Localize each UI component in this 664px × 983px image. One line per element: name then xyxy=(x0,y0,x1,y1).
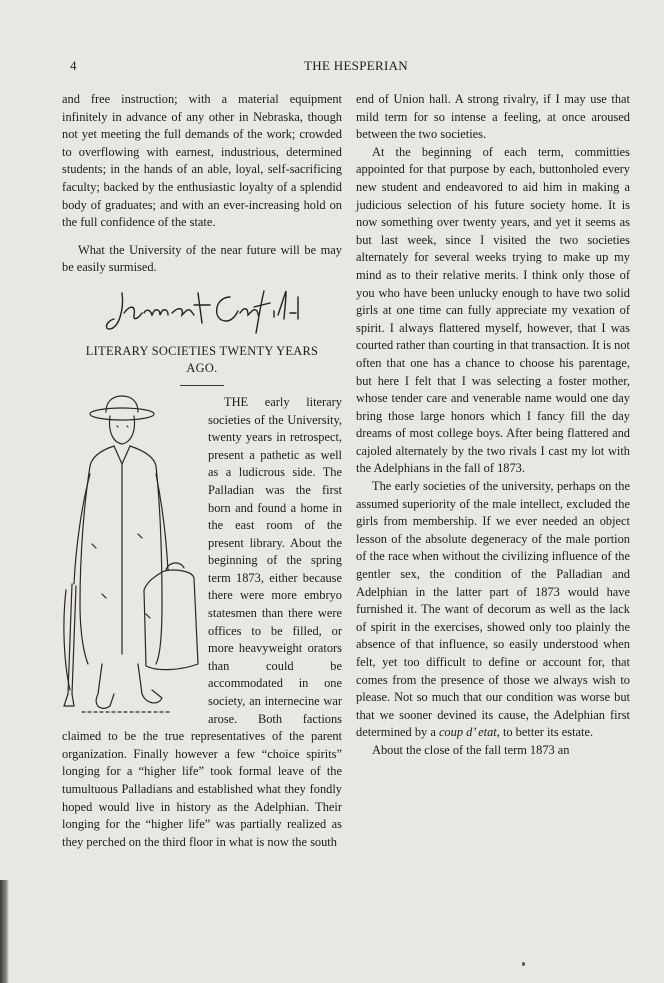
right-paragraph-3 xyxy=(356,478,630,742)
right-paragraph-3-end: , to better its estate. xyxy=(496,725,594,740)
man-with-umbrella-illustration-icon xyxy=(62,394,202,724)
article-title xyxy=(62,343,342,377)
right-column xyxy=(356,91,630,760)
continued-paragraph: and free instruction; with a material equipment infinitely in advance of any other in Nebraska, though not yet meeting the full demands of the work; crowded to overflowing with earnest, industrious, determined students; in the hands of an able, loyal, self-sacrificing faculty; backed by the enthusiastic loyalty of a splendid body of graduates; and with an ever-increasing hold on the full confidence of the state. xyxy=(62,92,342,230)
right-paragraph-2: At the beginning of each term, committies appointed for that purpose by each, buttonholed every new student and endeavored to aid him in making a judicious selection of his future society home. It is now something over twenty years, and yet it seems as but last week, since I visited the two societies alternately for several weeks trying to make up my mind as to their relative merits. I think only those of you who have been unlucky enough to have two solid girls at one time can fully appreciate my vexation of spirit. I always flattered myself, however, that I was courted rather than courting in that transaction. It is not often that one has a chance to choose his parentage, but here I felt that I was selecting a foster mother, whose tender care and venerable name would one day bring those large honors which I fancy fill the day dreams of most college boys. After being flattered and cajoled alternately by the two rivals I cast my lot with the Adelphians in the fall of 1873. xyxy=(356,144,630,476)
page-number: 4 xyxy=(70,58,77,73)
signature xyxy=(102,283,342,339)
article-title-line-1: LITERARY SOCIETIES TWENTY YEARS xyxy=(85,343,319,358)
coup-detat-phrase: coup d’ etat xyxy=(438,725,497,740)
left-column xyxy=(62,91,342,851)
closing-paragraph: What the University of the near future will be may be easily surmised. xyxy=(62,242,342,275)
page-header xyxy=(70,58,642,78)
article-title-line-2: AGO. xyxy=(186,360,218,375)
page-speck xyxy=(522,962,525,966)
right-paragraph-3-text: The early societies of the university, perhaps on the assumed superiority of the male intellect, excluded the girls from membership. If we ever needed an object lesson of the absolute degeneracy of the male portion of the race when without the civilizing influence of the gentler sex, the condition of the Palladian and Adelphian in the latter part of 1873 would have furnished it. The want of decorum as well as the lack of spirit in the exercises, showed only too plainly the absence of that influence, so easily understood when felt, yet too difficult to define or account for, that comes from the presence of those we always wish to please. Not so much that our condition was worse but that we sooner devined its cause, the Adelphian first determined by a xyxy=(356,479,630,740)
handwritten-signature-icon xyxy=(102,283,312,339)
title-rule xyxy=(180,385,224,386)
article-paragraph: THE early literary societies of the University, twenty years in retrospect, present a pathetic as well as a ludicrous side. The Palladian was the first born and found a home in the east room of the present library. About the beginning of the spring term 1873, either because there were more embryo statesmen than there were offices to be filled, or more heavyweight orators than could be accommodated in one society, an internecine war arose. Both factions claimed to be the true representatives of the parent organization. Finally however a few “choice spirits” longing for a “higher life” took formal leave of the tumultuous Palladians and established what they fondly hoped would live in history as the Adelphian. Their longing for the “higher life” was partially realized as they perched on the third floor in what is now the south xyxy=(62,394,342,849)
scan-edge-shadow xyxy=(0,880,9,983)
right-paragraph-4: About the close of the fall term 1873 an xyxy=(372,742,570,757)
right-paragraph-1: end of Union hall. A strong rivalry, if I may use that mild term for so intense a feeling, at once aroused between the two societies. xyxy=(356,92,630,142)
journal-title: THE HESPERIAN xyxy=(304,58,408,73)
